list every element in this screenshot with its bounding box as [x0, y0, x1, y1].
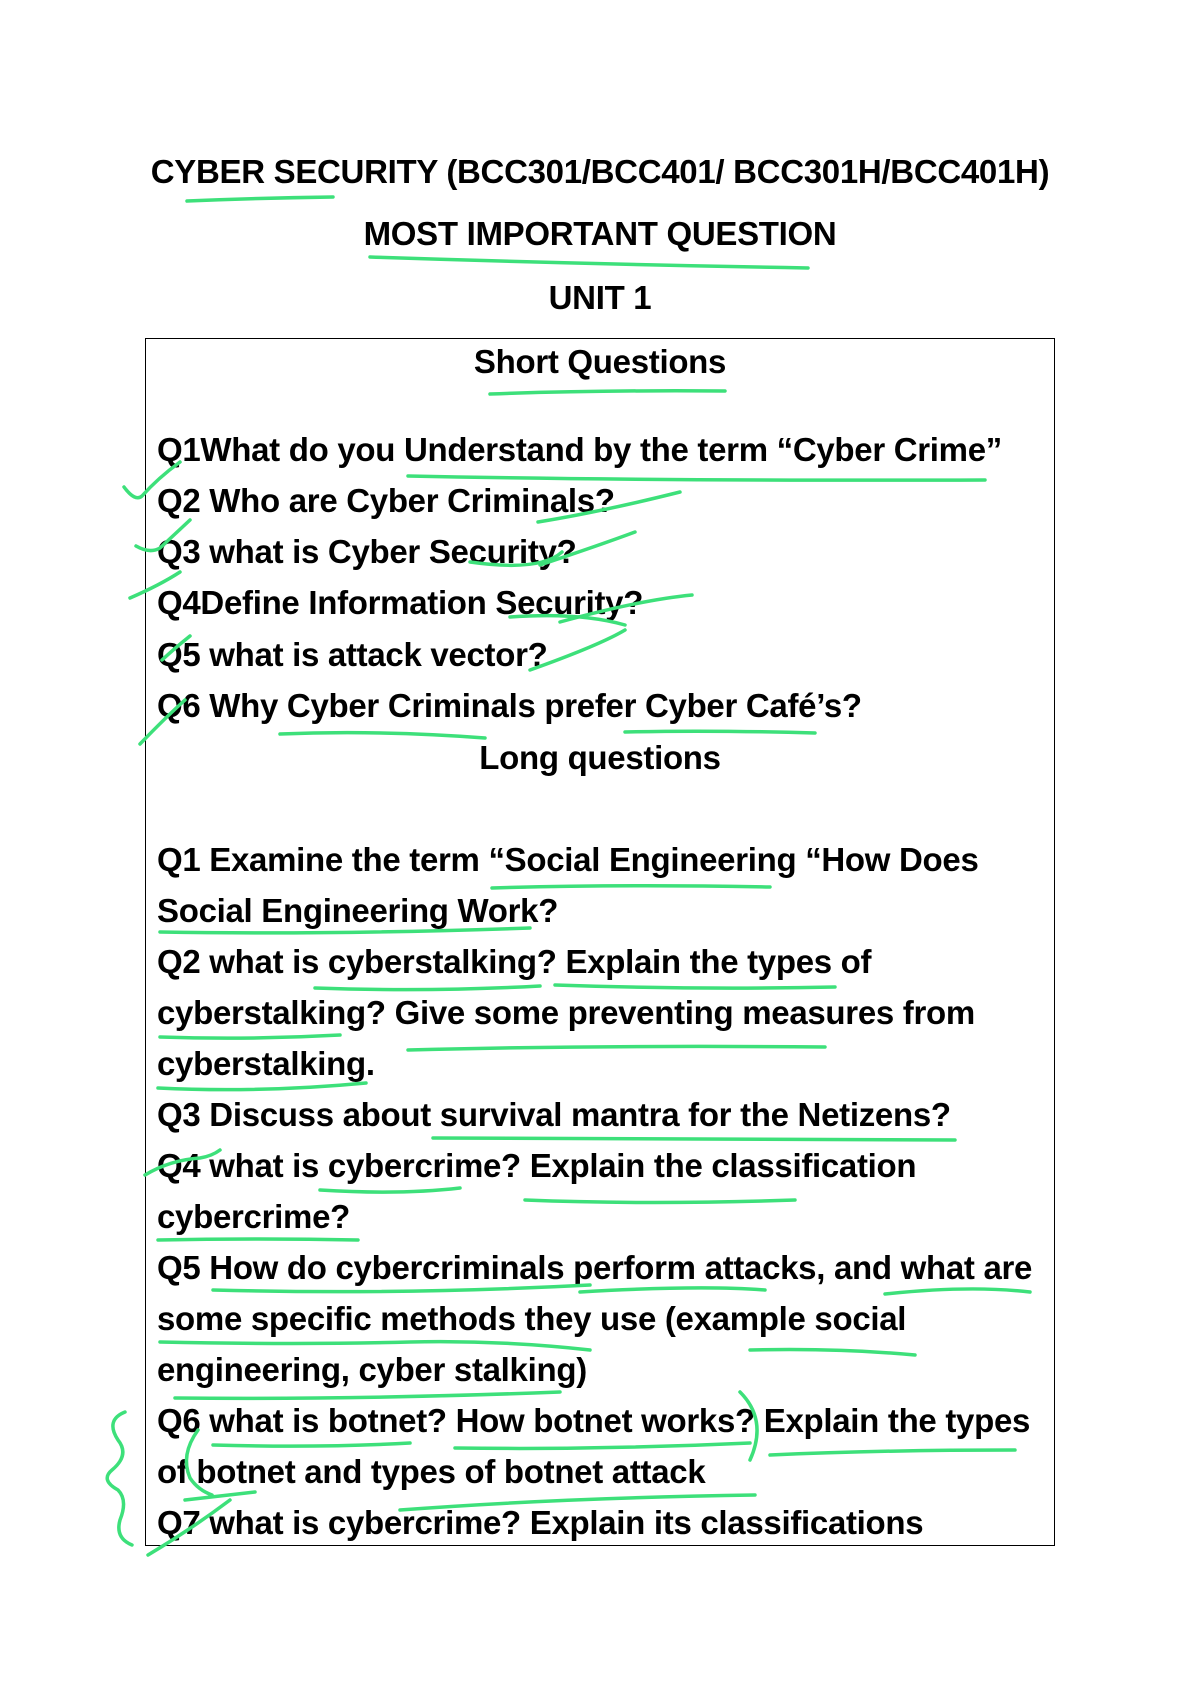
- brace-mark: [107, 1412, 132, 1545]
- unit-label: UNIT 1: [548, 279, 652, 316]
- long-question-line: Q3 Discuss about survival mantra for the Netizens?: [157, 1096, 951, 1133]
- short-question-5: Q5 what is attack vector?: [157, 636, 548, 673]
- long-question-line: Q6 what is botnet? How botnet works? Explain the types: [157, 1402, 1031, 1439]
- long-question-line: some specific methods they use (example social: [157, 1300, 907, 1337]
- short-question-2: Q2 Who are Cyber Criminals?: [157, 482, 615, 519]
- short-question-3: Q3 what is Cyber Security?: [157, 533, 577, 570]
- short-question-1: Q1What do you Understand by the term “Cyber Crime”: [157, 431, 1002, 468]
- underline-mark: [370, 257, 808, 268]
- long-question-line: Q4 what is cybercrime? Explain the classification: [157, 1147, 917, 1184]
- underline-mark: [187, 197, 333, 201]
- short-question-6: Q6 Why Cyber Criminals prefer Cyber Café’s?: [157, 687, 862, 724]
- long-question-line: of botnet and types of botnet attack: [157, 1453, 706, 1490]
- long-question-line: cyberstalking.: [157, 1045, 375, 1082]
- document-subtitle: MOST IMPORTANT QUESTION: [363, 215, 837, 252]
- short-questions-heading: Short Questions: [473, 343, 727, 380]
- long-question-line: Social Engineering Work?: [157, 892, 559, 929]
- long-question-line: cyberstalking? Give some preventing measures from: [157, 994, 975, 1031]
- short-question-4: Q4Define Information Security?: [157, 584, 644, 621]
- long-question-line: Q1 Examine the term “Social Engineering “How Does: [157, 841, 979, 878]
- long-question-line: Q7 what is cybercrime? Explain its classifications: [157, 1504, 924, 1541]
- long-question-line: cybercrime?: [157, 1198, 350, 1235]
- long-question-line: Q2 what is cyberstalking? Explain the types of: [157, 943, 872, 980]
- long-question-line: engineering, cyber stalking): [157, 1351, 587, 1388]
- document-title: CYBER SECURITY (BCC301/BCC401/ BCC301H/BCC401H): [150, 153, 1050, 190]
- long-questions-heading: Long questions: [479, 739, 721, 776]
- long-question-line: Q5 How do cybercriminals perform attacks, and what are: [157, 1249, 1033, 1286]
